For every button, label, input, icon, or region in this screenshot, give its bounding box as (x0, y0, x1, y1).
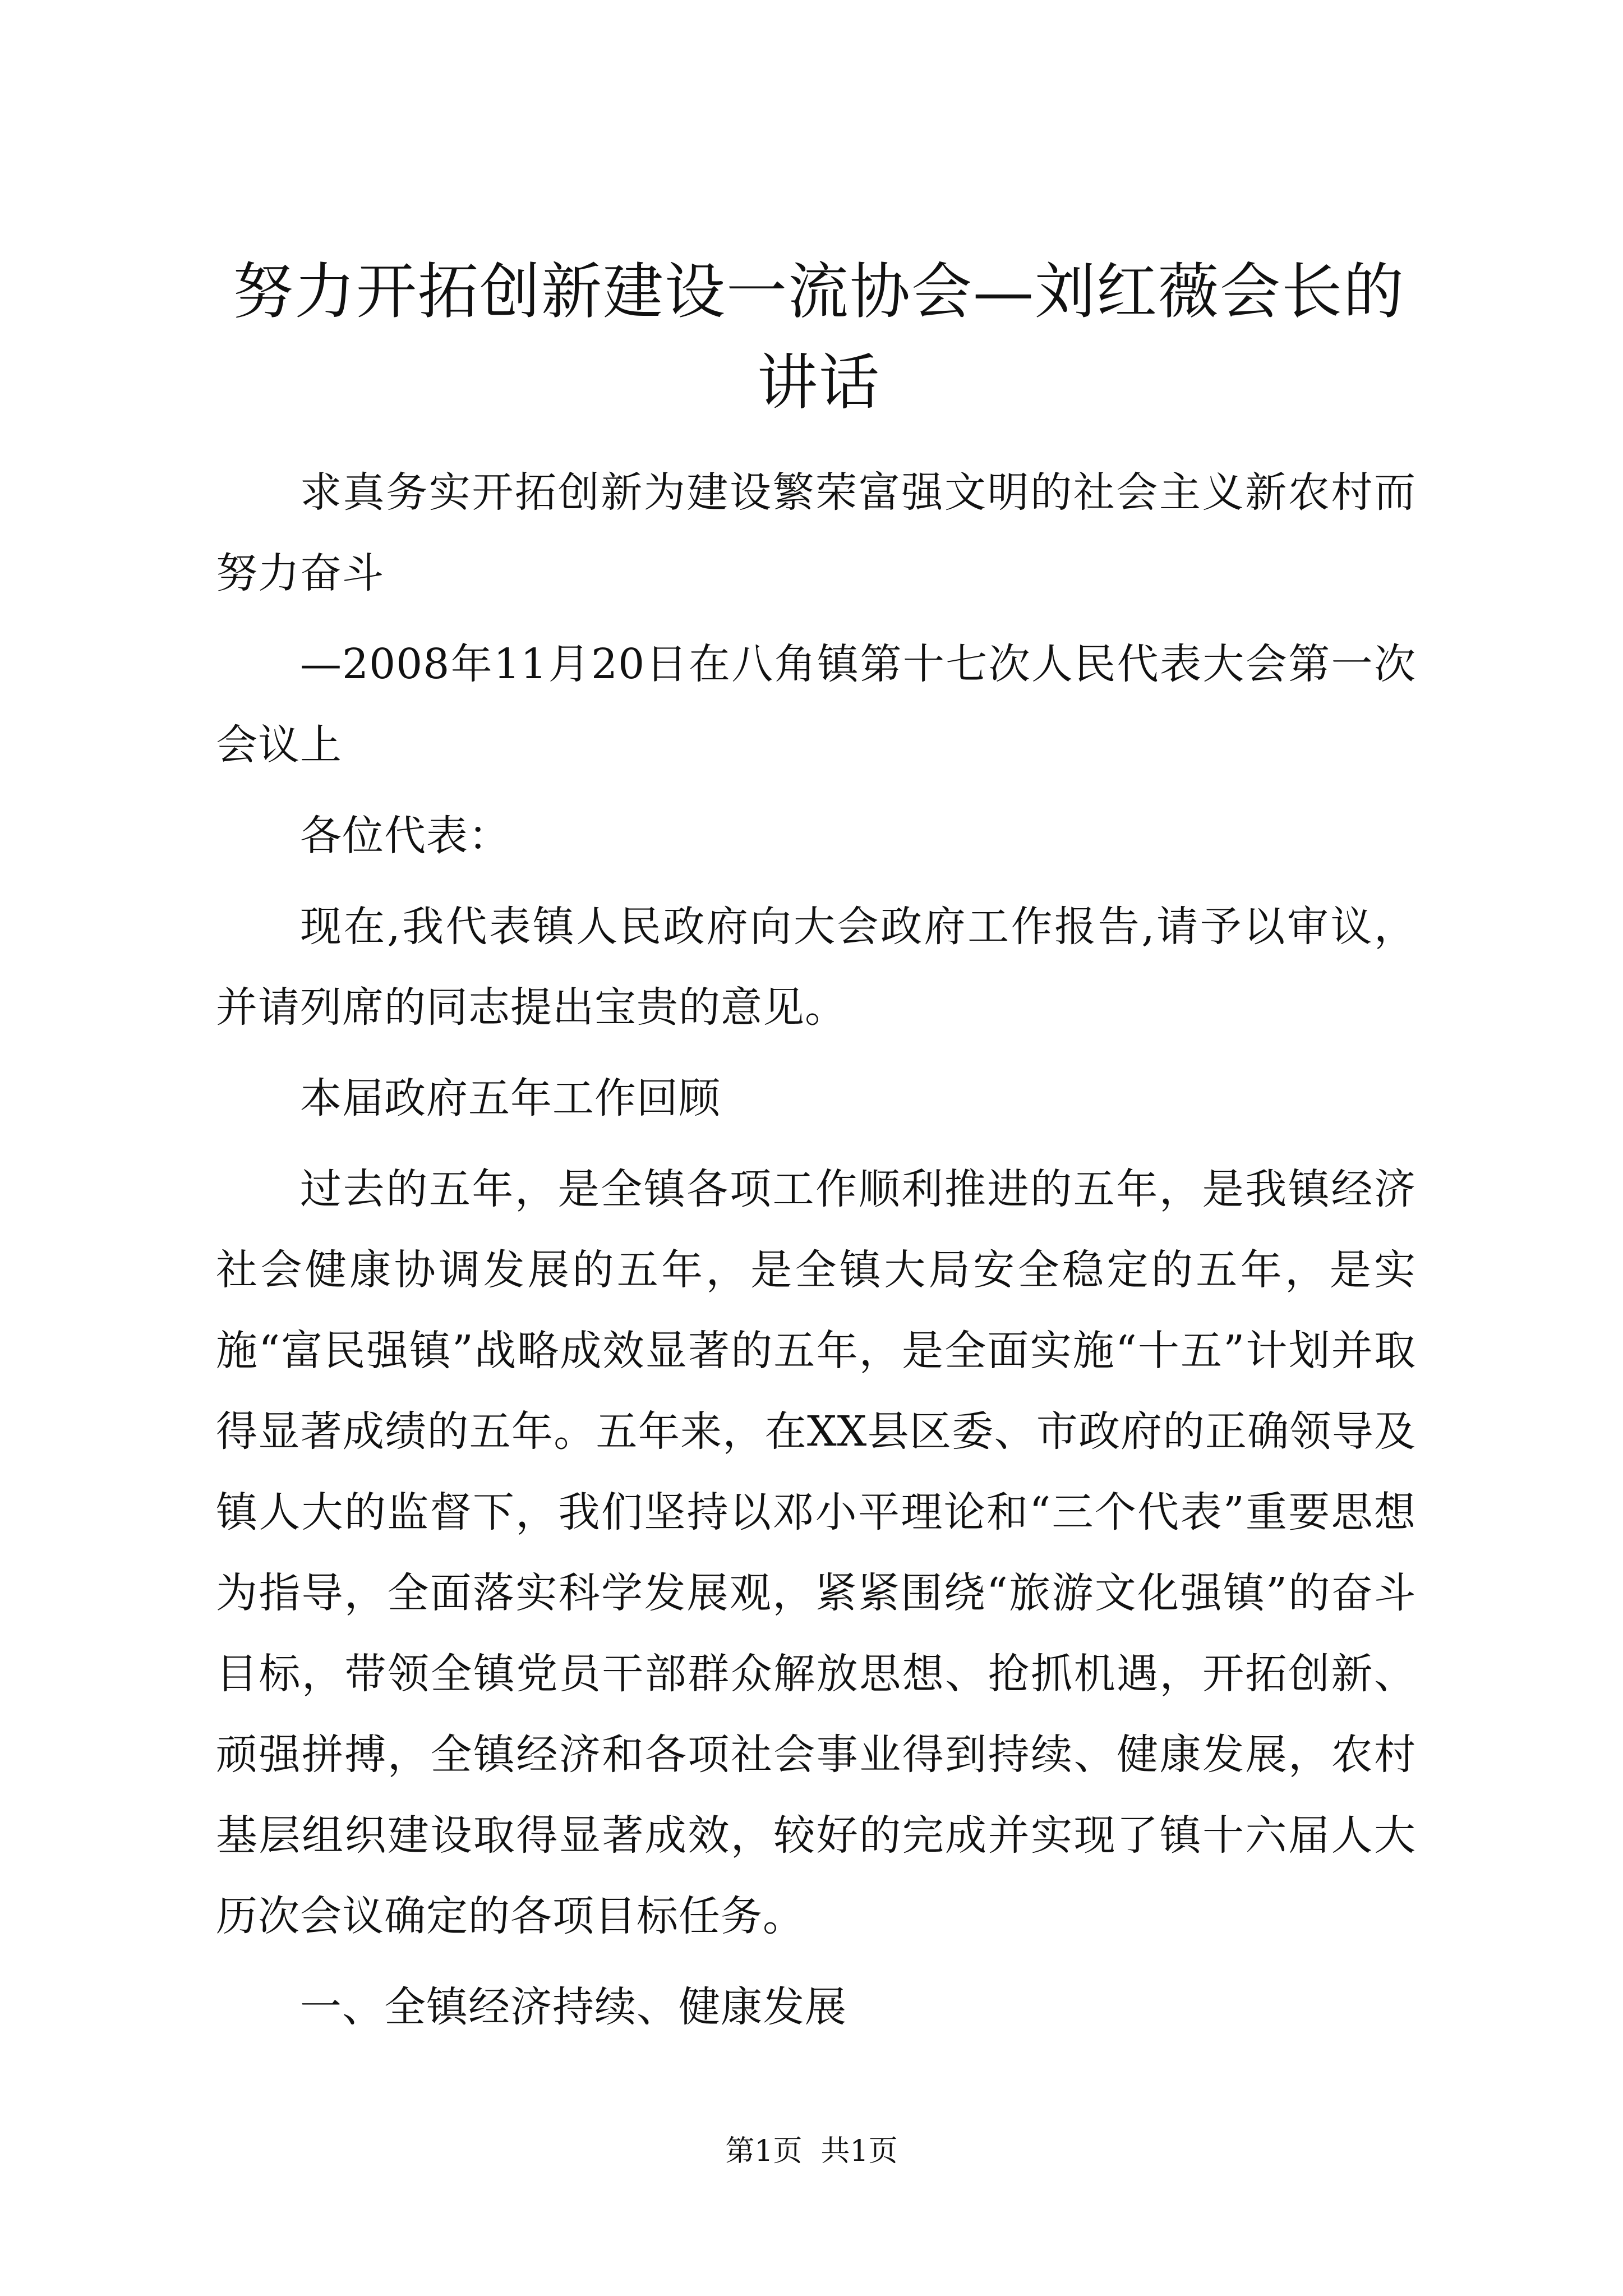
subsection-heading: 一、全镇经济持续、健康发展 (300, 1983, 847, 2031)
meeting-info-paragraph: —2008年11月20日在八角镇第十七次人民代表大会第一次会议上 (216, 640, 1416, 769)
page-number: 第1页 共1页 (725, 2134, 898, 2168)
document-body (216, 452, 1416, 2058)
document-title: 努力开拓创新建设一流协会—刘红薇会长的讲话 (232, 257, 1405, 418)
intro-paragraph: 现在,我代表镇人民政府向大会政府工作报告,请予以审议，并请列席的同志提出宝贵的意见。 (216, 903, 1416, 1032)
subtitle-paragraph: 求真务实开拓创新为建设繁荣富强文明的社会主义新农村而努力奋斗 (216, 468, 1416, 597)
salutation-paragraph: 各位代表： (300, 812, 510, 860)
section-heading: 本届政府五年工作回顾 (300, 1074, 721, 1122)
review-paragraph: 过去的五年，是全镇各项工作顺利推进的五年，是我镇经济社会健康协调发展的五年，是全镇大局安全稳定的五年，是实施“富民强镇”战略成效显著的五年，是全面实施“十五”计划并取得显著成绩的五年。五年来，在XX县区委、市政府的正确领导及镇人大的监督下，我们坚持以邓小平理论和“三个代表”重要思想为指导，全面落实科学发展观，紧紧围绕“旅游文化强镇”的奋斗目标，带领全镇党员干部群众解放思想、抢抓机遇，开拓创新、顽强拼搏，全镇经济和各项社会事业得到持续、健康发展，农村基层组织建设取得显著成效，较好的完成并实现了镇十六届人大历次会议确定的各项目标任务。 (216, 1165, 1416, 1940)
page-footer (0, 2132, 1623, 2171)
